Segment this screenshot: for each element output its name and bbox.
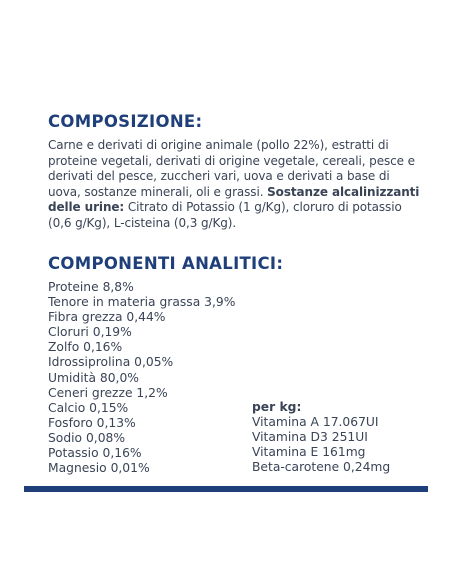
analytic-components-heading: COMPONENTI ANALITICI: bbox=[48, 254, 284, 273]
alkalinizers-label: Sostanze alcalinizzanti delle urine: bbox=[48, 184, 420, 215]
per-kg-title: per kg: bbox=[252, 400, 302, 414]
bottom-divider-bar bbox=[24, 486, 428, 492]
composition-text: Carne e derivati di origine animale (pollo 22%), estratti di proteine vegetali, derivati di origine vegetale, cereali, pesce e derivati del pesce, zuccheri vari, uova e derivati a base di uova, sostanze minerali, oli e grassi. bbox=[48, 138, 415, 199]
list-item: Proteine 8,8% bbox=[48, 280, 134, 294]
alkalinizers-text: Citrato di Potassio (1 g/Kg), cloruro di potassio (0,6 g/Kg), L-cisteina (0,3 g/Kg). bbox=[48, 200, 402, 230]
list-item: Potassio 0,16% bbox=[48, 446, 142, 461]
list-item: Fosforo 0,13% bbox=[48, 415, 136, 430]
list-item: Vitamina A 17.067UI bbox=[252, 415, 379, 430]
list-item: Magnesio 0,01% bbox=[48, 461, 150, 476]
analytic-components-list bbox=[48, 280, 235, 476]
list-item: Umidità 80,0% bbox=[48, 370, 139, 385]
list-item: Zolfo 0,16% bbox=[48, 340, 123, 355]
list-item: Sodio 0,08% bbox=[48, 430, 126, 445]
list-item: Tenore in materia grassa 3,9% bbox=[48, 295, 236, 310]
per-kg-list bbox=[252, 415, 390, 475]
list-item: Calcio 0,15% bbox=[48, 400, 129, 415]
list-item: Vitamina E 161mg bbox=[252, 445, 366, 460]
list-item: Ceneri grezze 1,2% bbox=[48, 385, 168, 400]
list-item: Idrossiprolina 0,05% bbox=[48, 355, 174, 370]
list-item: Fibra grezza 0,44% bbox=[48, 310, 166, 325]
list-item: Beta-carotene 0,24mg bbox=[252, 460, 391, 475]
list-item: Vitamina D3 251UI bbox=[252, 430, 368, 445]
list-item: Cloruri 0,19% bbox=[48, 325, 132, 340]
composition-heading: COMPOSIZIONE: bbox=[48, 112, 203, 131]
composition-paragraph bbox=[48, 138, 420, 232]
per-kg-block bbox=[252, 400, 390, 475]
